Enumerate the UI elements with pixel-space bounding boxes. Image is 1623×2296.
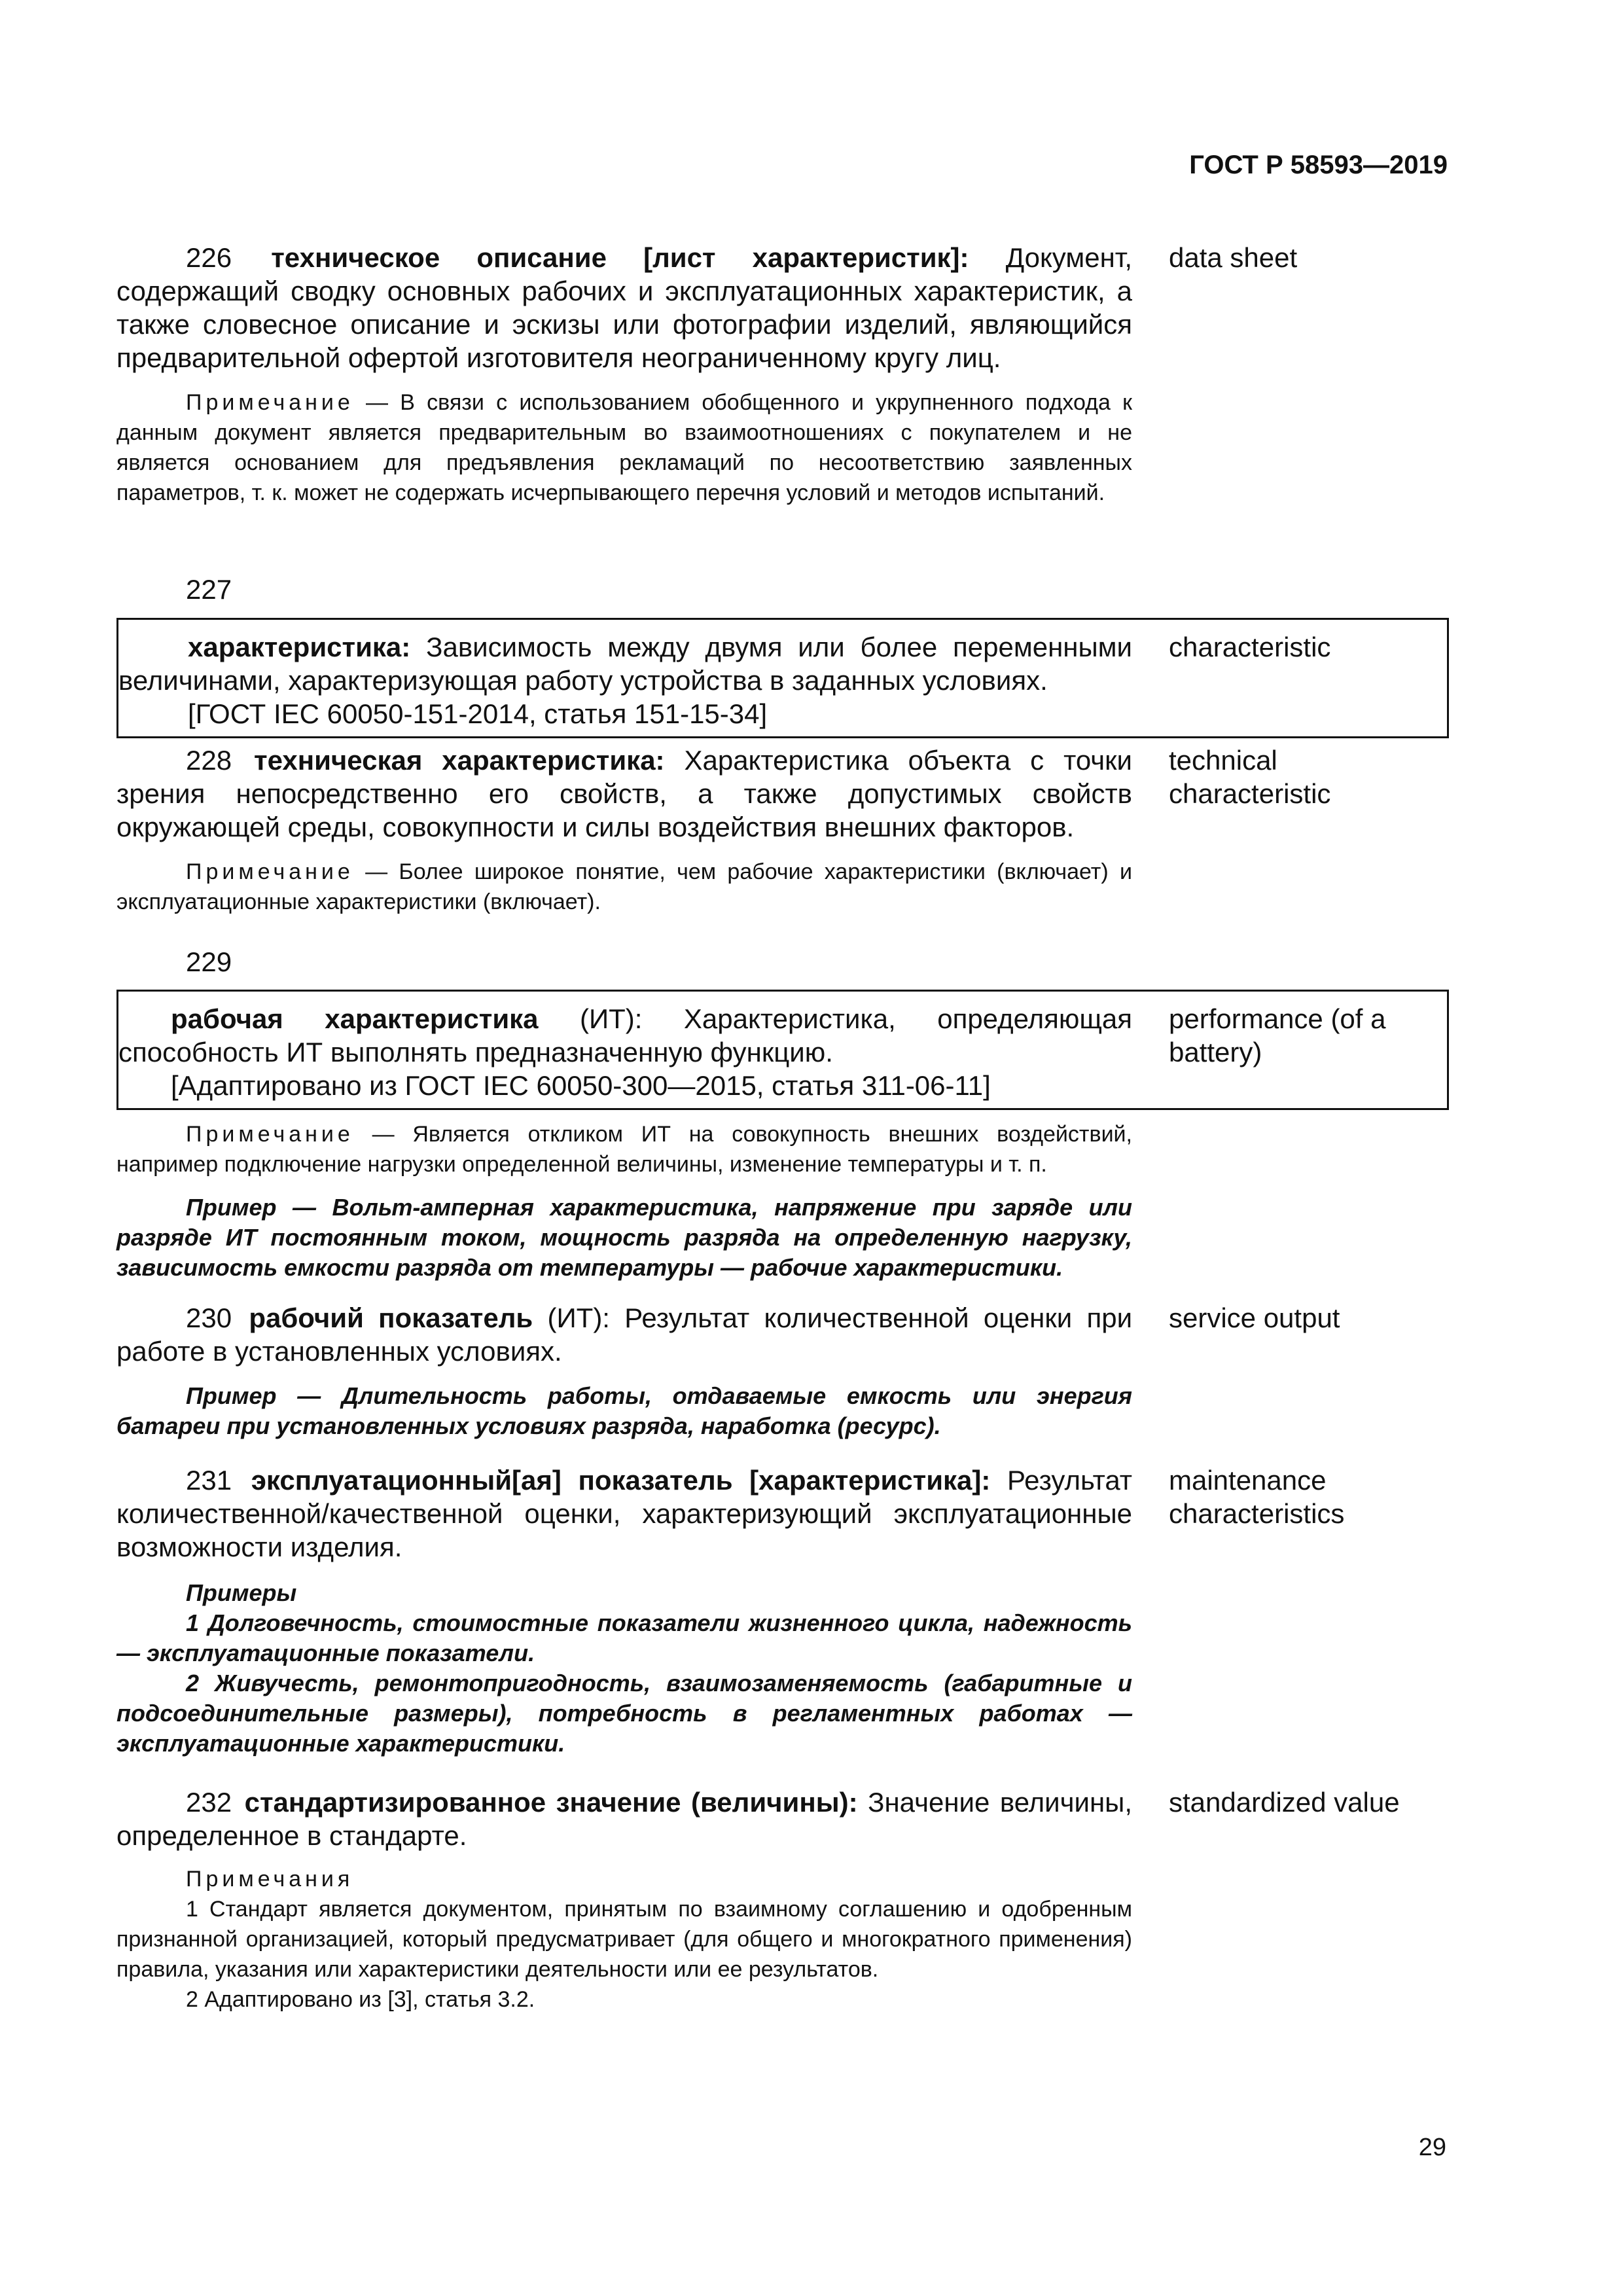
term-number-229: 229 [186,946,232,977]
term-example: Пример — Длительность работы, отдаваемые емкость или энергия батареи при установленных условиях разряда, наработка (ресурс). [116,1382,1132,1439]
term-definition [116,1463,1132,1564]
term-notes [116,1864,1132,2015]
term-note: Примечание — В связи с использованием обобщенного и укрупненного подхода к данным документ является предварительным во взаимоотношениях с покупателем и не является основанием для предъявления рекламаций по несоответствию заявленных параметров, т. к. может не содержать исчерпывающего перечня условий и методов испытаний. [116,390,1132,505]
term-entry-232 [116,1785,1449,2015]
english-equivalent: data sheet [1169,242,1298,273]
term-definition [118,630,1132,697]
english-equivalent: technical characteristic [1169,745,1331,809]
english-equivalent: service output [1169,1302,1340,1333]
document-designation: ГОСТ Р 58593—2019 [1189,151,1448,179]
term-source: [ГОСТ IEC 60050-151-2014, статья 151-15-34] [188,698,768,729]
english-equivalent: maintenance characteristics [1169,1465,1345,1529]
examples-heading: Примеры [186,1579,297,1606]
definition-text: Характеристика объекта с точки зрения непосредственно его свойств, а также допустимых свойств окружающей среды, совокупности и силы воздействия внешних факторов. [116,745,1132,842]
notes-heading: Примечания [186,1867,354,1892]
page-number: 29 [1418,2134,1446,2161]
term-229-note-block [116,1106,1449,1283]
term-title: техническое описание [лист характеристик]: [271,242,969,273]
term-definition: рабочая характеристика (ИТ): Характеристика, определяющая способность ИТ выполнять предназначенную функцию. [118,1003,1132,1067]
term-title: рабочий показатель [249,1302,533,1333]
definition-text: Характеристика, определяющая способность ИТ выполнять предназначенную функцию. [118,1003,1132,1067]
term-number: 232 [186,1787,232,1818]
term-number-227: 227 [186,574,232,605]
term-title: техническая характеристика: [254,745,665,776]
english-equivalent: characteristic [1169,632,1331,662]
note-item: 1 Стандарт является документом, принятым по взаимному соглашению и одобренным признанной организацией, который предусматривает (для общего и многократного применения) правила, указания или характеристики деятельности или ее результатов. [116,1897,1132,1982]
definition-text: Зависимость между двумя или более переменными величинами, характеризующая работу устройства в заданных условиях. [118,632,1133,696]
term-example: Пример — Вольт-амперная характеристика, напряжение при заряде или разряде ИТ постоянным током, мощность разряда на определенную нагрузку, зависимость емкости разряда от температуры — рабочие характеристики. [116,1194,1132,1281]
term-definition: 230 рабочий показатель (ИТ): Результат количественной оценки при работе в установленных условиях. [116,1302,1133,1367]
definition-text: Результат количественной оценки при работе в установленных условиях. [116,1302,1133,1367]
english-equivalent: performance (of a battery) [1169,1003,1386,1067]
definition-text: Результат количественной/качественной оценки, характеризующий эксплуатационные возможности изделия. [116,1465,1133,1562]
term-source: [Адаптировано из ГОСТ IEC 60050-300—2015, статья 311-06-11] [171,1070,991,1101]
example-item: 2 Живучесть, ремонтопригодность, взаимозаменяемость (габаритные и подсоединительные размеры), потребность в регламентных работах — эксплуатационные характеристики. [116,1670,1132,1757]
term-entry-226 [116,241,1449,508]
term-definition [116,241,1132,374]
term-definition [116,1785,1132,1852]
term-title: рабочая характеристика [171,1003,539,1034]
term-examples [116,1578,1132,1759]
definition-text: Документ, содержащий сводку основных рабочих и эксплуатационных характеристик, а также словесное описание и эскизы или фотографии изделий, являющийся предварительной офертой изготовителя неограниченному кругу лиц. [116,242,1133,373]
term-title: стандартизированное значение (величины): [244,1787,858,1818]
term-title: характеристика: [188,632,411,662]
term-note: Примечание — Более широкое понятие, чем рабочие характеристики (включает) и эксплуатационные характеристики (включает). [116,859,1132,914]
term-entry-230 [116,1301,1449,1441]
term-number: 230 [186,1302,232,1333]
term-entry-227 [116,618,1449,738]
english-equivalent: standardized value [1169,1787,1400,1818]
term-number: 231 [186,1465,232,1496]
term-title: эксплуатационный[ая] показатель [характеристика]: [251,1465,991,1496]
term-entry-231 [116,1463,1449,1759]
term-entry-228 [116,744,1449,917]
term-entry-229 [116,990,1449,1110]
term-number: 226 [186,242,232,273]
note-item: 2 Адаптировано из [3], статья 3.2. [186,1987,535,2012]
term-note: Примечание — Является откликом ИТ на совокупность внешних воздействий, например подключение нагрузки определенной величины, изменение температуры и т. п. [116,1122,1132,1177]
definition-text: Значение величины, определенное в стандарте. [116,1787,1133,1851]
term-definition [116,744,1132,844]
term-number: 228 [186,745,232,776]
example-item: 1 Долговечность, стоимостные показатели жизненного цикла, надежность — эксплуатационные показатели. [116,1609,1132,1666]
